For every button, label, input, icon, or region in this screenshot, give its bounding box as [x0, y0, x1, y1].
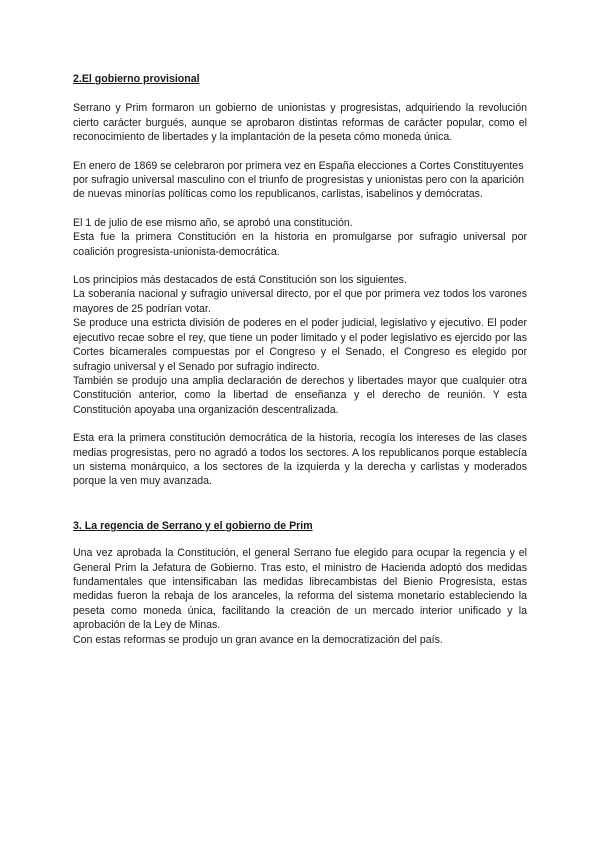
section-2-paragraph-1: Serrano y Prim formaron un gobierno de unionistas y progresistas, adquiriendo la revolución cierto carácter burgués, aunque se aprobaron distintas reformas de carácter popular, como el reconocimiento de libertades y la implantación de la peseta cómo moneda única. [73, 102, 527, 144]
principle-rights-declaration: También se produjo una amplia declaración de derechos y libertades mayor que cualquier otra Constitución anterior, como la libertad de enseñanza y el derecho de reunión. Y esta Constitución apoyaba una organización descentralizada. [73, 374, 527, 416]
section-2-paragraph-2: En enero de 1869 se celebraron por primera vez en España elecciones a Cortes Constituyentes por sufragio universal masculino con el triunfo de progresistas y unionistas pero con la aparición de nuevas minorías políticas como los republicanos, carlistas, isabelinos y demócratas. [73, 159, 525, 201]
principle-sovereignty: La soberanía nacional y sufragio universal directo, por el que por primera vez todos los varones mayores de 25 podrían votar. [73, 288, 527, 315]
section-3-paragraph-1 [73, 546, 527, 647]
constitution-first-line: Esta fue la primera Constitución en la historia en promulgarse por sufragio universal por coalición progresista-unionista-democrática. [73, 231, 527, 258]
section-2-paragraph-3 [73, 216, 527, 259]
reforms-conclusion-text: Con estas reformas se produjo un gran avance en la democratización del país. [73, 633, 443, 646]
section-2-heading: 2.El gobierno provisional [73, 73, 200, 85]
section-2-paragraph-5: Esta era la primera constitución democrática de la historia, recogía los intereses de las clases medias progresistas, pero no agradó a todos los sectores. A los republicanos porque establecía un sistema monárquico, a los sectores de la izquierda y la derecha y carlistas y moderados porque la ven muy avanzada. [73, 432, 527, 488]
principles-intro-line: Los principios más destacados de está Constitución son los siguientes. [73, 274, 407, 287]
constitution-approval-line: El 1 de julio de ese mismo año, se aprobó una constitución. [73, 216, 353, 229]
section-2-paragraph-4 [73, 273, 527, 417]
regency-text: Una vez aprobada la Constitución, el general Serrano fue elegido para ocupar la regencia y el General Prim la Jefatura de Gobierno. Tras esto, el ministro de Hacienda adoptó dos medidas fundamentales que intensificaban las medidas librecambistas del Bienio Progresista, estas medidas fueron la rebaja de los aranceles, la reforma del sistema monetario estableciendo la peseta como moneda única, facilitando la creación de un mercado interior unificado y la aprobación de la Ley de Minas. [73, 547, 527, 632]
principle-separation-of-powers: Se produce una estricta división de poderes en el poder judicial, legislativo y ejecutivo. El poder ejecutivo recae sobre el rey, que tiene un poder limitado y el poder legislativo es ejercido por las Cortes bicamerales compuestas por el Congreso y el Senado, el Congreso es elegido por sufragio universal y el Senado por sufragio indirecto. [73, 317, 527, 373]
section-3-heading: 3. La regencia de Serrano y el gobierno de Prim [73, 519, 313, 532]
document-body [73, 72, 527, 661]
